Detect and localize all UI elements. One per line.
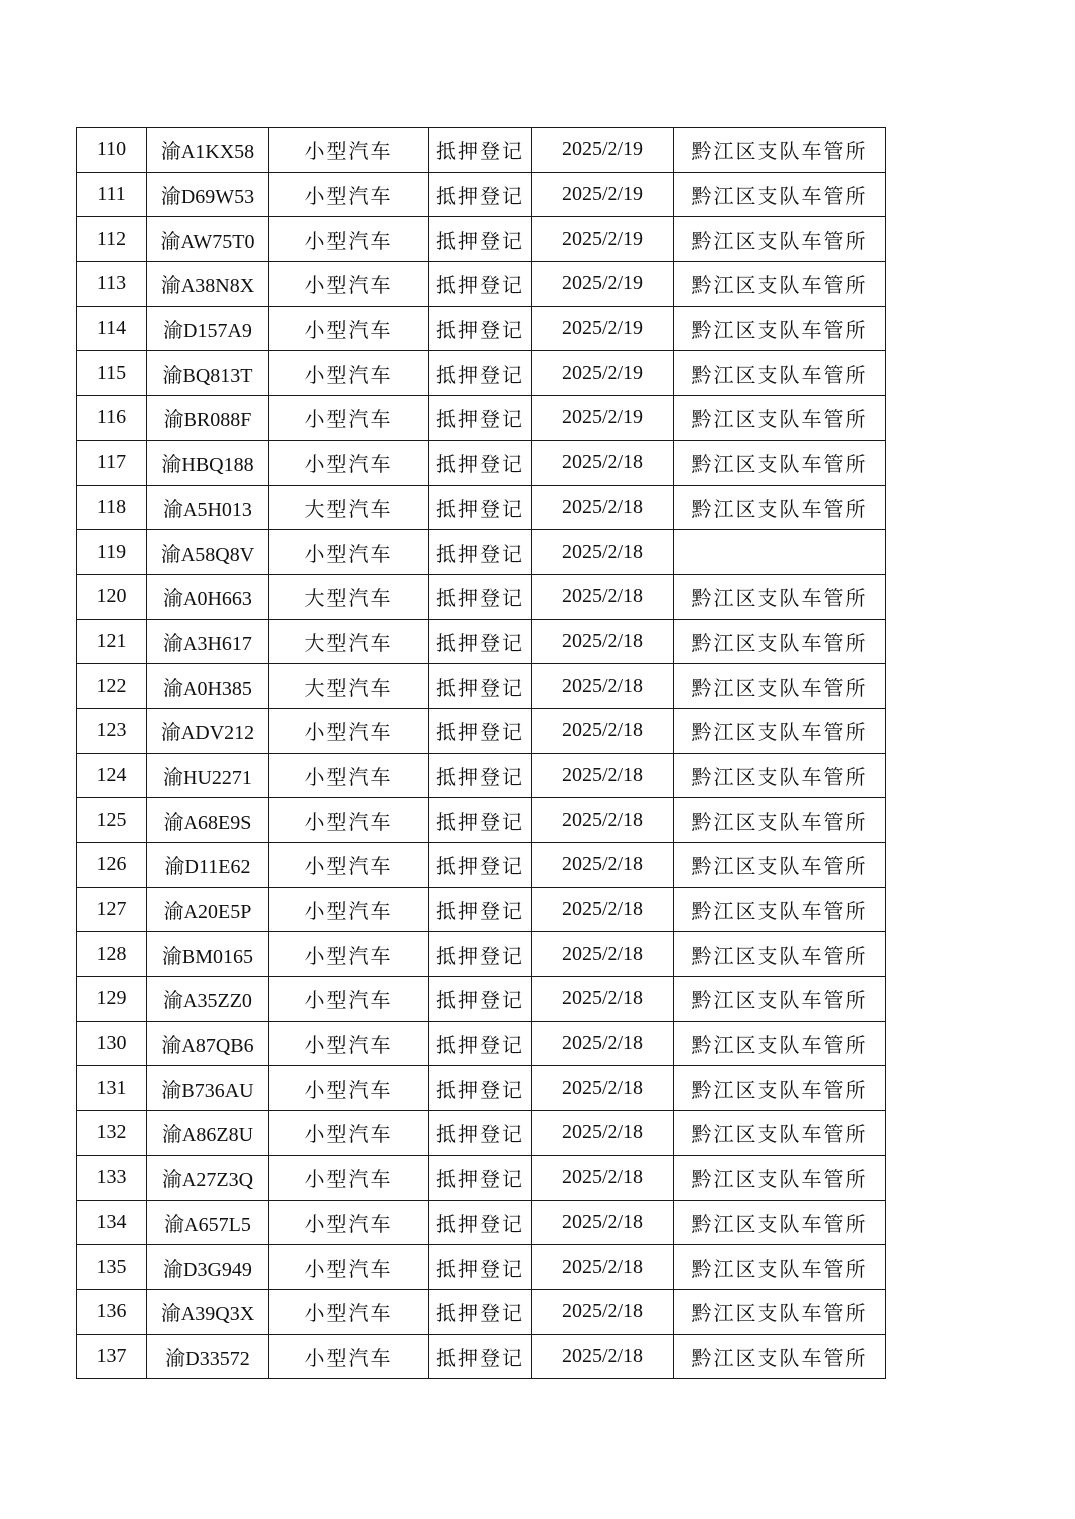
plate-number-cell: 渝HU2271 (147, 753, 269, 798)
office-cell: 黔江区支队车管所 (674, 306, 886, 351)
registration-type-cell: 抵押登记 (429, 440, 532, 485)
office-cell: 黔江区支队车管所 (674, 172, 886, 217)
registration-date-cell: 2025/2/18 (532, 932, 674, 977)
table-row (77, 440, 886, 485)
registration-type-cell: 抵押登记 (429, 1111, 532, 1156)
row-number-cell: 118 (77, 485, 147, 530)
registration-type-cell: 抵押登记 (429, 306, 532, 351)
table-row (77, 217, 886, 262)
vehicle-type-cell: 小型汽车 (269, 753, 429, 798)
registration-type-cell: 抵押登记 (429, 1155, 532, 1200)
registration-date-cell: 2025/2/18 (532, 1334, 674, 1379)
office-cell: 黔江区支队车管所 (674, 1334, 886, 1379)
plate-number-cell: 渝BQ813T (147, 351, 269, 396)
office-cell: 黔江区支队车管所 (674, 753, 886, 798)
office-cell: 黔江区支队车管所 (674, 485, 886, 530)
plate-number-cell: 渝A35ZZ0 (147, 977, 269, 1022)
vehicle-type-cell: 大型汽车 (269, 574, 429, 619)
row-number-cell: 111 (77, 172, 147, 217)
registration-type-cell: 抵押登记 (429, 798, 532, 843)
registration-date-cell: 2025/2/18 (532, 1245, 674, 1290)
table-body (77, 128, 886, 1379)
row-number-cell: 129 (77, 977, 147, 1022)
office-cell: 黔江区支队车管所 (674, 440, 886, 485)
registration-type-cell: 抵押登记 (429, 485, 532, 530)
table-row (77, 1334, 886, 1379)
vehicle-type-cell: 小型汽车 (269, 128, 429, 173)
plate-number-cell: 渝A87QB6 (147, 1021, 269, 1066)
vehicle-type-cell: 小型汽车 (269, 530, 429, 575)
row-number-cell: 130 (77, 1021, 147, 1066)
vehicle-type-cell: 小型汽车 (269, 1155, 429, 1200)
row-number-cell: 123 (77, 708, 147, 753)
vehicle-registration-table (76, 127, 886, 1379)
office-cell: 黔江区支队车管所 (674, 843, 886, 888)
plate-number-cell: 渝A0H663 (147, 574, 269, 619)
table-row (77, 262, 886, 307)
row-number-cell: 114 (77, 306, 147, 351)
registration-type-cell: 抵押登记 (429, 1021, 532, 1066)
registration-type-cell: 抵押登记 (429, 530, 532, 575)
registration-date-cell: 2025/2/18 (532, 887, 674, 932)
plate-number-cell: 渝BM0165 (147, 932, 269, 977)
registration-date-cell: 2025/2/19 (532, 351, 674, 396)
row-number-cell: 132 (77, 1111, 147, 1156)
vehicle-type-cell: 小型汽车 (269, 1200, 429, 1245)
table-row (77, 932, 886, 977)
vehicle-type-cell: 小型汽车 (269, 1021, 429, 1066)
row-number-cell: 131 (77, 1066, 147, 1111)
registration-type-cell: 抵押登记 (429, 172, 532, 217)
registration-date-cell: 2025/2/18 (532, 843, 674, 888)
row-number-cell: 136 (77, 1289, 147, 1334)
table-row (77, 574, 886, 619)
vehicle-type-cell: 小型汽车 (269, 1289, 429, 1334)
office-cell: 黔江区支队车管所 (674, 887, 886, 932)
plate-number-cell: 渝A58Q8V (147, 530, 269, 575)
registration-type-cell: 抵押登记 (429, 351, 532, 396)
registration-date-cell: 2025/2/18 (532, 485, 674, 530)
office-cell: 黔江区支队车管所 (674, 932, 886, 977)
table-row (77, 172, 886, 217)
vehicle-type-cell: 小型汽车 (269, 887, 429, 932)
registration-type-cell: 抵押登记 (429, 753, 532, 798)
office-cell (674, 530, 886, 575)
table-row (77, 396, 886, 441)
registration-date-cell: 2025/2/18 (532, 1111, 674, 1156)
row-number-cell: 125 (77, 798, 147, 843)
office-cell: 黔江区支队车管所 (674, 708, 886, 753)
office-cell: 黔江区支队车管所 (674, 1245, 886, 1290)
vehicle-type-cell: 小型汽车 (269, 172, 429, 217)
office-cell: 黔江区支队车管所 (674, 1200, 886, 1245)
office-cell: 黔江区支队车管所 (674, 619, 886, 664)
office-cell: 黔江区支队车管所 (674, 1021, 886, 1066)
table-row (77, 1021, 886, 1066)
office-cell: 黔江区支队车管所 (674, 396, 886, 441)
registration-date-cell: 2025/2/18 (532, 1155, 674, 1200)
vehicle-type-cell: 大型汽车 (269, 485, 429, 530)
table-row (77, 351, 886, 396)
table-row (77, 485, 886, 530)
row-number-cell: 134 (77, 1200, 147, 1245)
vehicle-type-cell: 小型汽车 (269, 932, 429, 977)
plate-number-cell: 渝D3G949 (147, 1245, 269, 1290)
table-row (77, 1289, 886, 1334)
table-row (77, 128, 886, 173)
office-cell: 黔江区支队车管所 (674, 1066, 886, 1111)
registration-date-cell: 2025/2/19 (532, 262, 674, 307)
vehicle-type-cell: 大型汽车 (269, 619, 429, 664)
registration-type-cell: 抵押登记 (429, 574, 532, 619)
table-row (77, 1066, 886, 1111)
vehicle-type-cell: 小型汽车 (269, 217, 429, 262)
registration-type-cell: 抵押登记 (429, 217, 532, 262)
table-row (77, 619, 886, 664)
registration-type-cell: 抵押登记 (429, 1066, 532, 1111)
registration-type-cell: 抵押登记 (429, 396, 532, 441)
vehicle-type-cell: 小型汽车 (269, 1066, 429, 1111)
row-number-cell: 122 (77, 664, 147, 709)
row-number-cell: 128 (77, 932, 147, 977)
office-cell: 黔江区支队车管所 (674, 1289, 886, 1334)
plate-number-cell: 渝A20E5P (147, 887, 269, 932)
office-cell: 黔江区支队车管所 (674, 262, 886, 307)
vehicle-type-cell: 小型汽车 (269, 977, 429, 1022)
registration-date-cell: 2025/2/18 (532, 619, 674, 664)
plate-number-cell: 渝A1KX58 (147, 128, 269, 173)
office-cell: 黔江区支队车管所 (674, 351, 886, 396)
registration-type-cell: 抵押登记 (429, 262, 532, 307)
registration-date-cell: 2025/2/19 (532, 217, 674, 262)
table-row (77, 887, 886, 932)
office-cell: 黔江区支队车管所 (674, 574, 886, 619)
registration-date-cell: 2025/2/18 (532, 440, 674, 485)
vehicle-type-cell: 小型汽车 (269, 1334, 429, 1379)
row-number-cell: 121 (77, 619, 147, 664)
plate-number-cell: 渝A0H385 (147, 664, 269, 709)
plate-number-cell: 渝D157A9 (147, 306, 269, 351)
table-row (77, 664, 886, 709)
table-row (77, 530, 886, 575)
vehicle-type-cell: 小型汽车 (269, 1111, 429, 1156)
registration-date-cell: 2025/2/18 (532, 1021, 674, 1066)
registration-date-cell: 2025/2/18 (532, 664, 674, 709)
plate-number-cell: 渝A86Z8U (147, 1111, 269, 1156)
registration-type-cell: 抵押登记 (429, 932, 532, 977)
vehicle-type-cell: 小型汽车 (269, 708, 429, 753)
registration-date-cell: 2025/2/19 (532, 396, 674, 441)
vehicle-type-cell: 小型汽车 (269, 843, 429, 888)
vehicle-type-cell: 小型汽车 (269, 351, 429, 396)
plate-number-cell: 渝A3H617 (147, 619, 269, 664)
registration-type-cell: 抵押登记 (429, 887, 532, 932)
table-row (77, 843, 886, 888)
vehicle-type-cell: 小型汽车 (269, 1245, 429, 1290)
plate-number-cell: 渝A5H013 (147, 485, 269, 530)
office-cell: 黔江区支队车管所 (674, 664, 886, 709)
registration-type-cell: 抵押登记 (429, 1289, 532, 1334)
registration-type-cell: 抵押登记 (429, 977, 532, 1022)
plate-number-cell: 渝AW75T0 (147, 217, 269, 262)
plate-number-cell: 渝A27Z3Q (147, 1155, 269, 1200)
vehicle-type-cell: 小型汽车 (269, 306, 429, 351)
registration-date-cell: 2025/2/18 (532, 574, 674, 619)
plate-number-cell: 渝BR088F (147, 396, 269, 441)
plate-number-cell: 渝D69W53 (147, 172, 269, 217)
registration-date-cell: 2025/2/18 (532, 1289, 674, 1334)
office-cell: 黔江区支队车管所 (674, 977, 886, 1022)
office-cell: 黔江区支队车管所 (674, 128, 886, 173)
registration-type-cell: 抵押登记 (429, 619, 532, 664)
vehicle-type-cell: 大型汽车 (269, 664, 429, 709)
plate-number-cell: 渝A68E9S (147, 798, 269, 843)
table-row (77, 1155, 886, 1200)
row-number-cell: 110 (77, 128, 147, 173)
registration-date-cell: 2025/2/18 (532, 530, 674, 575)
office-cell: 黔江区支队车管所 (674, 1111, 886, 1156)
row-number-cell: 115 (77, 351, 147, 396)
row-number-cell: 116 (77, 396, 147, 441)
registration-type-cell: 抵押登记 (429, 1245, 532, 1290)
row-number-cell: 113 (77, 262, 147, 307)
plate-number-cell: 渝HBQ188 (147, 440, 269, 485)
table-row (77, 1200, 886, 1245)
table-row (77, 1245, 886, 1290)
table-row (77, 798, 886, 843)
plate-number-cell: 渝A39Q3X (147, 1289, 269, 1334)
registration-type-cell: 抵押登记 (429, 128, 532, 173)
registration-type-cell: 抵押登记 (429, 708, 532, 753)
registration-date-cell: 2025/2/18 (532, 753, 674, 798)
office-cell: 黔江区支队车管所 (674, 798, 886, 843)
row-number-cell: 127 (77, 887, 147, 932)
row-number-cell: 135 (77, 1245, 147, 1290)
registration-type-cell: 抵押登记 (429, 1200, 532, 1245)
registration-type-cell: 抵押登记 (429, 664, 532, 709)
plate-number-cell: 渝ADV212 (147, 708, 269, 753)
vehicle-type-cell: 小型汽车 (269, 396, 429, 441)
registration-type-cell: 抵押登记 (429, 1334, 532, 1379)
plate-number-cell: 渝D11E62 (147, 843, 269, 888)
registration-date-cell: 2025/2/18 (532, 1200, 674, 1245)
row-number-cell: 119 (77, 530, 147, 575)
row-number-cell: 112 (77, 217, 147, 262)
row-number-cell: 126 (77, 843, 147, 888)
vehicle-type-cell: 小型汽车 (269, 262, 429, 307)
registration-date-cell: 2025/2/19 (532, 128, 674, 173)
table-row (77, 708, 886, 753)
registration-date-cell: 2025/2/19 (532, 172, 674, 217)
row-number-cell: 117 (77, 440, 147, 485)
registration-type-cell: 抵押登记 (429, 843, 532, 888)
vehicle-type-cell: 小型汽车 (269, 440, 429, 485)
row-number-cell: 137 (77, 1334, 147, 1379)
office-cell: 黔江区支队车管所 (674, 217, 886, 262)
table-row (77, 977, 886, 1022)
plate-number-cell: 渝A38N8X (147, 262, 269, 307)
office-cell: 黔江区支队车管所 (674, 1155, 886, 1200)
table-row (77, 753, 886, 798)
row-number-cell: 124 (77, 753, 147, 798)
registration-date-cell: 2025/2/18 (532, 1066, 674, 1111)
vehicle-type-cell: 小型汽车 (269, 798, 429, 843)
plate-number-cell: 渝A657L5 (147, 1200, 269, 1245)
registration-date-cell: 2025/2/18 (532, 708, 674, 753)
registration-date-cell: 2025/2/18 (532, 977, 674, 1022)
plate-number-cell: 渝B736AU (147, 1066, 269, 1111)
row-number-cell: 133 (77, 1155, 147, 1200)
table-row (77, 1111, 886, 1156)
registration-date-cell: 2025/2/19 (532, 306, 674, 351)
row-number-cell: 120 (77, 574, 147, 619)
registration-date-cell: 2025/2/18 (532, 798, 674, 843)
plate-number-cell: 渝D33572 (147, 1334, 269, 1379)
table-row (77, 306, 886, 351)
